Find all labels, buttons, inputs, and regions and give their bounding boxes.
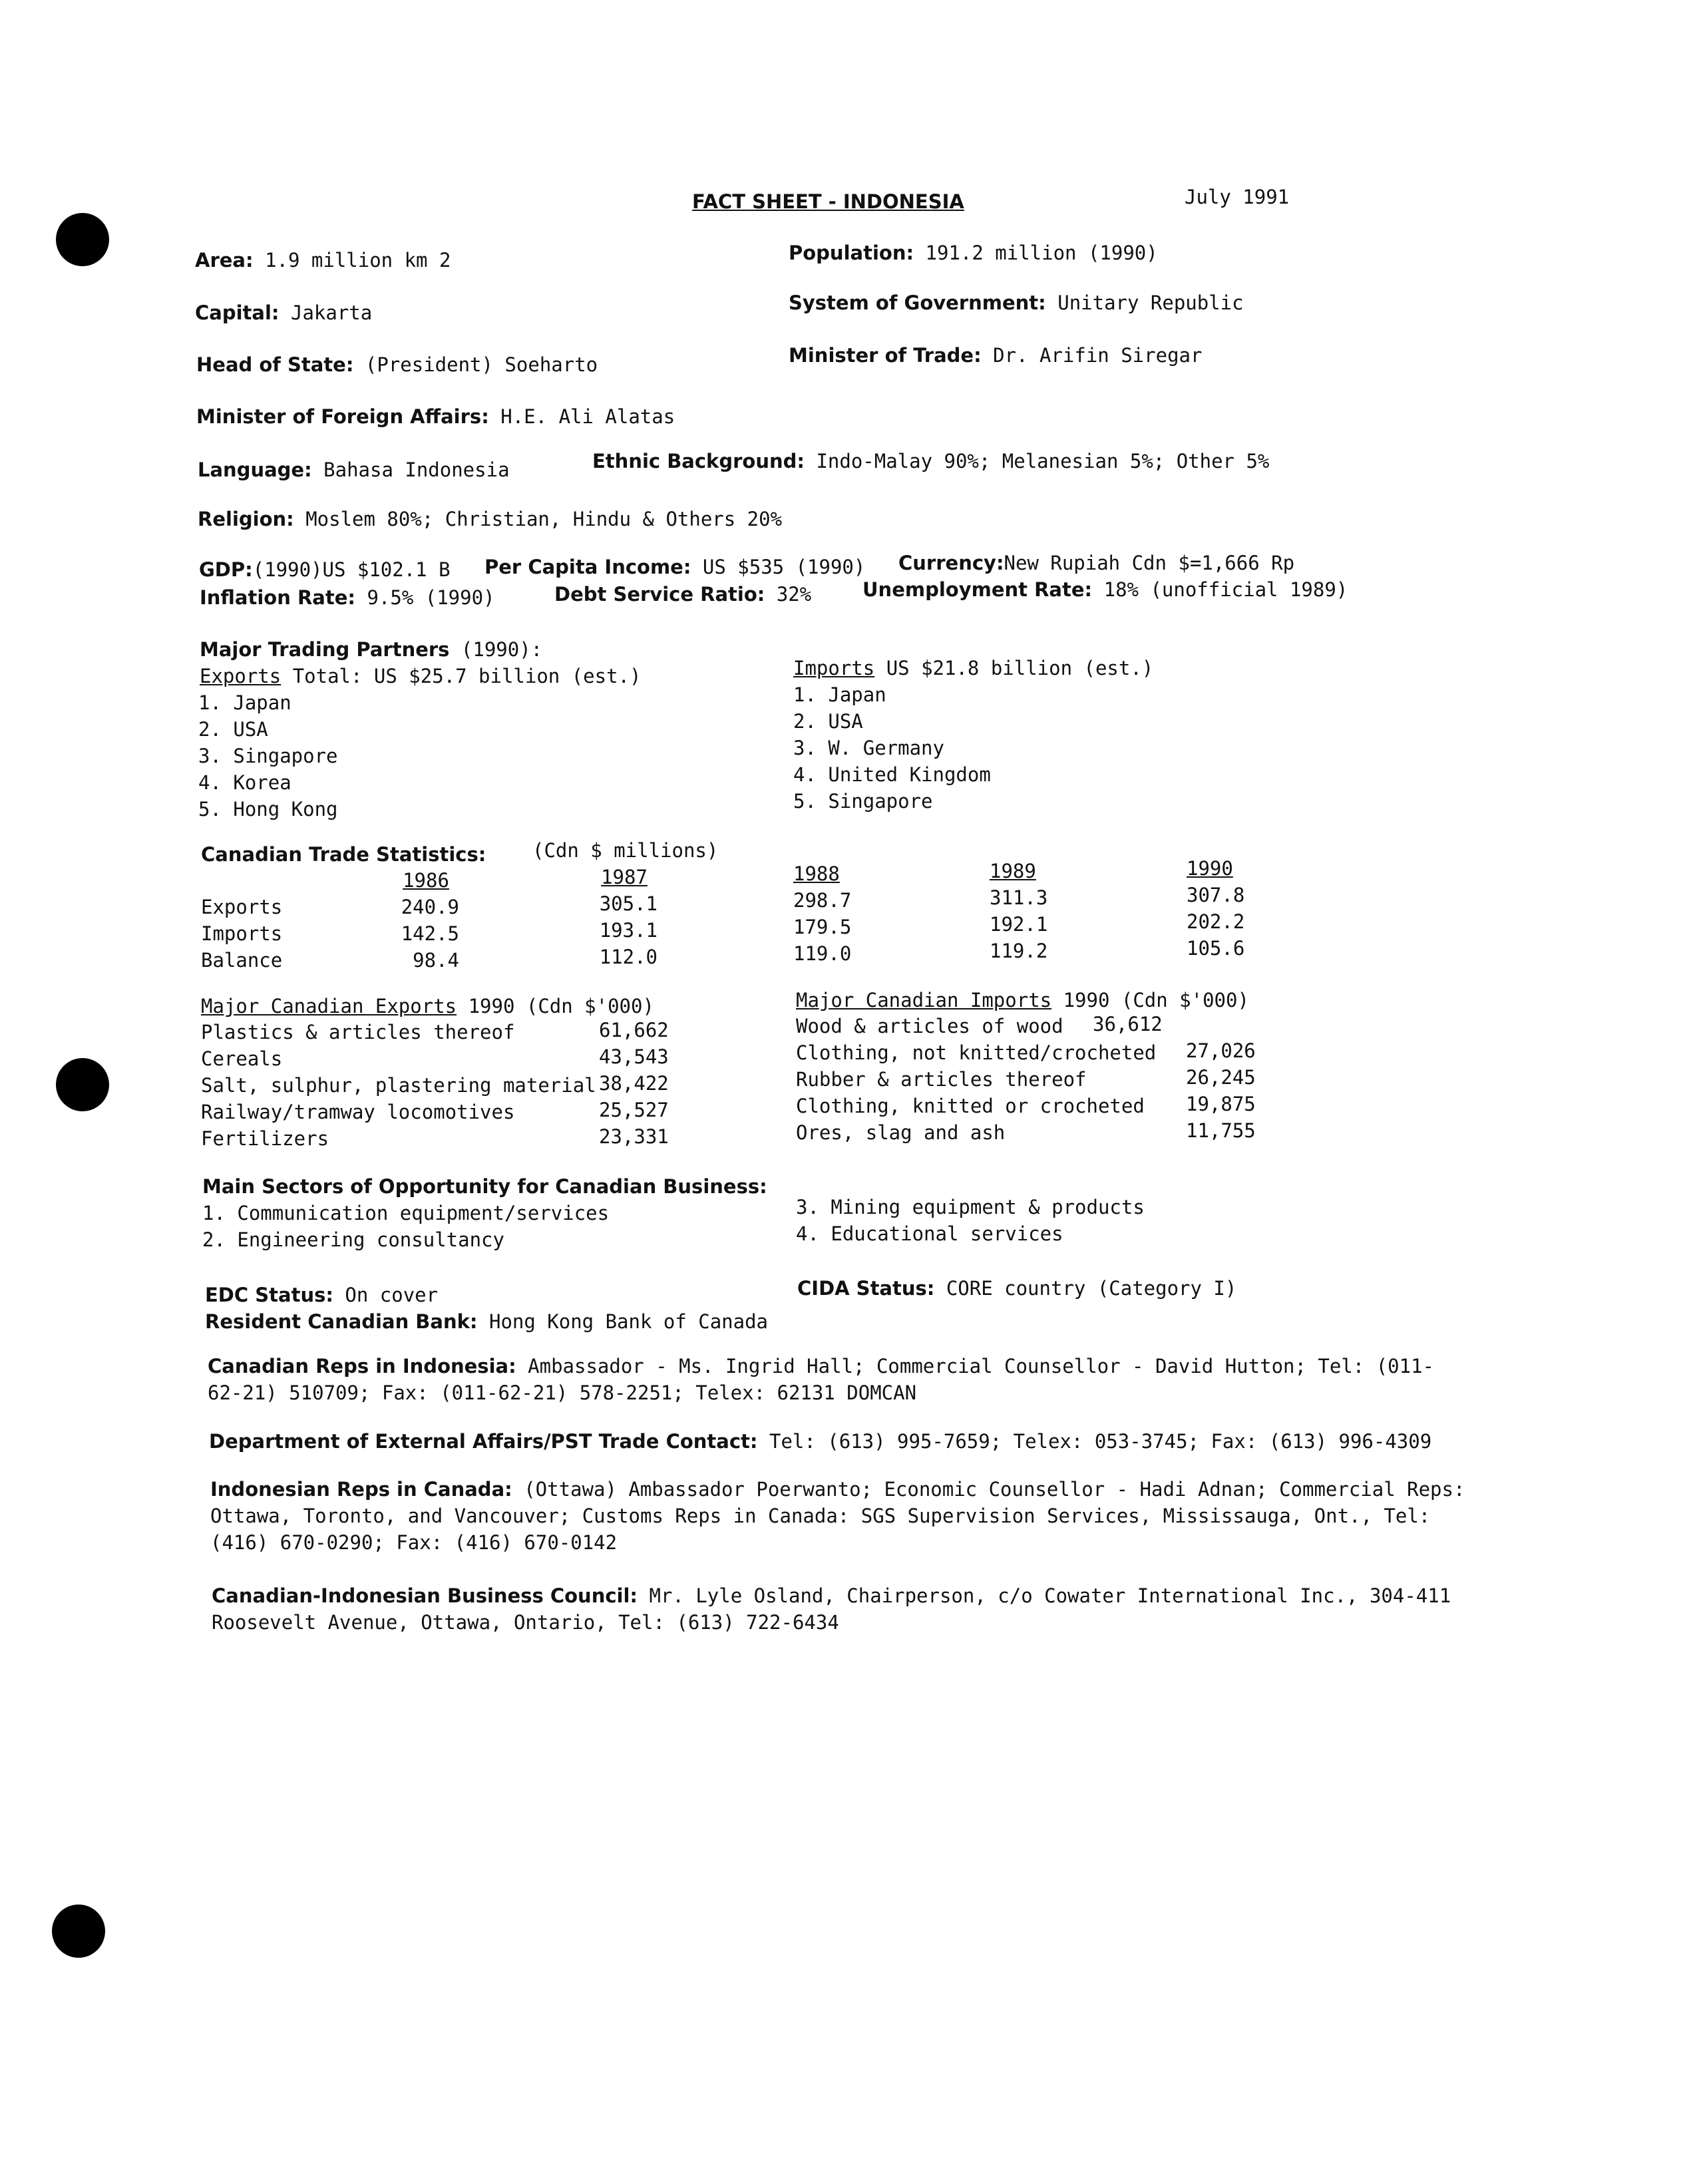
table-cell: 305.1 [599,892,658,915]
trading-partners-year: (1990): [461,638,543,661]
indonesian-reps-canada [210,1477,1465,1501]
imports-total-row [793,656,1153,680]
area-label: Area: [195,249,254,272]
table-cell: 307.8 [1187,884,1245,906]
inflation-label: Inflation Rate: [200,586,355,609]
gdp-value: (1990)US $102.1 B [252,558,451,581]
system-row [789,291,1244,315]
population-label: Population: [789,242,914,264]
cida-status-row [797,1276,1236,1300]
business-council-line-2: Roosevelt Avenue, Ottawa, Ontario, Tel: (613) 722-6434 [212,1611,839,1634]
list-item: 2. USA [198,718,268,741]
list-item: 1. Japan [793,683,886,706]
table-cell: 27,026 [1186,1039,1256,1062]
table-cell: 36,612 [1093,1013,1163,1035]
unemployment-value: 18% (unofficial 1989) [1103,578,1348,601]
gdp-label: GDP: [199,558,253,581]
opportunities-list-right [796,1195,1145,1248]
row-label-imports: Imports [201,922,283,945]
inflation-value: 9.5% (1990) [367,586,495,609]
trade-minister-row [789,343,1202,367]
trading-partners-title: Major Trading Partners [200,638,450,661]
opportunities-heading: Main Sectors of Opportunity for Canadian Business: [202,1175,767,1198]
major-exports-values [599,1018,669,1151]
table-cell: 240.9 [401,896,459,918]
list-item: Clothing, not knitted/crocheted [796,1041,1157,1064]
foreign-minister-row [196,405,675,429]
business-council-label: Canadian-Indonesian Business Council: [212,1584,638,1607]
religion-value: Moslem 80%; Christian, Hindu & Others 20% [305,508,783,530]
resident-bank-label: Resident Canadian Bank: [205,1310,478,1333]
ethnic-label: Ethnic Background: [592,450,805,472]
imports-total: US $21.8 billion (est.) [886,657,1154,679]
table-cell: 43,543 [599,1045,669,1068]
head-of-state-label: Head of State: [196,353,354,376]
per-capita-label: Per Capita Income: [484,556,691,578]
list-item: Clothing, knitted or crocheted [796,1095,1145,1117]
trade-minister-value: Dr. Arifin Siregar [993,344,1203,367]
head-of-state-value: (President) Soeharto [365,353,598,376]
table-cell: 193.1 [599,919,658,942]
canadian-reps-line-1: Ambassador - Ms. Ingrid Hall; Commercial Counsellor - David Hutton; Tel: (011- [528,1355,1434,1377]
major-exports-title: Major Canadian Exports [201,995,457,1017]
major-imports-values [1093,1012,1256,1145]
major-imports-units: 1990 (Cdn $'000) [1063,989,1249,1011]
imports-label: Imports [793,657,875,679]
list-item: 4. Korea [198,771,291,794]
table-cell: 311.3 [990,886,1048,909]
list-item: 3. Singapore [198,745,338,767]
ethnic-row [592,449,1269,473]
debt-row [554,582,811,606]
population-value: 191.2 million (1990) [925,242,1158,264]
currency-value: New Rupiah Cdn $=1,666 Rp [1004,552,1295,574]
exports-partner-list [198,691,338,824]
list-item: 4. United Kingdom [793,763,991,786]
area-value: 1.9 million km 2 [265,249,451,272]
gdp-row [199,558,451,582]
resident-bank-value: Hong Kong Bank of Canada [488,1310,769,1333]
list-item: 2. Engineering consultancy [202,1228,504,1251]
edc-status-label: EDC Status: [205,1284,333,1306]
system-value: Unitary Republic [1057,291,1244,314]
foreign-minister-value: H.E. Ali Alatas [500,405,675,428]
row-label-balance: Balance [201,949,283,972]
list-item: Ores, slag and ash [796,1121,1006,1144]
trade-stats-heading [201,842,486,866]
list-item: 2. USA [793,710,863,733]
exports-total: Total: US $25.7 billion (est.) [292,665,642,687]
trade-minister-label: Minister of Trade: [789,344,982,367]
row-label-exports: Exports [201,896,283,918]
trade-stats-row-labels [201,895,282,975]
list-item: Plastics & articles thereof [201,1021,515,1043]
imports-partner-list [793,683,991,816]
indonesian-reps-line-2: Ottawa, Toronto, and Vancouver; Customs Reps in Canada: SGS Supervision Services, Mississauga, Ont., Tel: [210,1505,1431,1527]
document-date: July 1991 [1185,186,1290,208]
opportunities-list-left [202,1201,609,1254]
list-item: 5. Singapore [793,790,933,813]
table-cell: 119.2 [990,940,1048,962]
unemployment-row [862,578,1348,602]
area-row [195,248,451,272]
canadian-reps-line-2: 62-21) 510709; Fax: (011-62-21) 578-2251; Telex: 62131 DOMCAN [208,1381,917,1404]
trade-stats-units: (Cdn $ millions) [532,839,719,862]
major-exports-names [201,1020,596,1153]
indonesian-reps-line-1: (Ottawa) Ambassador Poerwanto; Economic Counsellor - Hadi Adnan; Commercial Reps: [524,1478,1465,1501]
religion-label: Religion: [198,508,294,530]
debt-value: 32% [776,583,812,606]
trading-partners-heading [200,637,542,661]
cida-status-value: CORE country (Category I) [946,1277,1237,1300]
debt-label: Debt Service Ratio: [554,583,765,606]
trade-stats-col-1989 [990,859,1056,966]
population-row [789,241,1158,265]
list-item: 5. Hong Kong [198,798,338,820]
currency-row [898,551,1294,575]
canadian-reps-label: Canadian Reps in Indonesia: [208,1355,516,1377]
per-capita-row [484,555,865,579]
list-item: Railway/tramway locomotives [201,1101,515,1123]
edc-status-value: On cover [345,1284,439,1306]
list-item: 4. Educational services [796,1222,1063,1245]
canadian-reps-indonesia [208,1354,1434,1378]
major-exports-units: 1990 (Cdn $'000) [468,995,654,1017]
list-item: Cereals [201,1047,283,1070]
binder-hole-top [56,213,109,266]
table-cell: 192.1 [990,913,1048,936]
system-label: System of Government: [789,291,1046,314]
year-header: 1989 [990,860,1036,882]
table-cell: 19,875 [1186,1093,1256,1115]
language-label: Language: [198,458,312,481]
table-cell: 61,662 [599,1019,669,1041]
cida-status-label: CIDA Status: [797,1277,935,1300]
trade-stats-col-1990 [1187,856,1253,963]
capital-value: Jakarta [291,301,373,324]
list-item: 3. Mining equipment & products [796,1196,1145,1218]
year-header: 1988 [793,862,840,885]
capital-label: Capital: [195,301,280,324]
exports-total-row [200,664,641,688]
ethnic-value: Indo-Malay 90%; Melanesian 5%; Other 5% [816,450,1270,472]
language-value: Bahasa Indonesia [323,458,510,481]
table-cell: 179.5 [793,916,852,938]
list-item: 3. W. Germany [793,737,944,759]
page-title: FACT SHEET - INDONESIA [692,190,964,213]
binder-hole-middle [56,1058,109,1111]
business-council-line-1: Mr. Lyle Osland, Chairperson, c/o Cowater International Inc., 304-411 [649,1584,1451,1607]
dept-trade-contact [209,1429,1431,1453]
table-cell: 298.7 [793,889,852,912]
table-cell: 112.0 [599,946,658,968]
resident-bank-row [205,1310,768,1334]
currency-label: Currency: [898,552,1004,574]
major-imports-heading [796,988,1249,1012]
major-imports-title: Major Canadian Imports [796,989,1052,1011]
foreign-minister-label: Minister of Foreign Affairs: [196,405,489,428]
table-cell: 202.2 [1187,910,1245,933]
year-header: 1987 [601,866,648,888]
indonesian-reps-line-3: (416) 670-0290; Fax: (416) 670-0142 [210,1531,618,1554]
dept-trade-value: Tel: (613) 995-7659; Telex: 053-3745; Fax: (613) 996-4309 [769,1430,1432,1453]
trade-stats-col-1986 [393,868,459,975]
major-exports-heading [201,994,654,1018]
per-capita-value: US $535 (1990) [702,556,866,578]
business-council [212,1584,1451,1608]
religion-row [198,507,782,531]
table-cell: 23,331 [599,1125,669,1148]
list-item: Fertilizers [201,1127,329,1150]
exports-label: Exports [200,665,282,687]
table-cell: 105.6 [1187,937,1245,960]
year-header: 1990 [1187,857,1233,880]
indonesian-reps-label: Indonesian Reps in Canada: [210,1478,512,1501]
table-cell: 38,422 [599,1072,669,1095]
list-item: Salt, sulphur, plastering material [201,1074,596,1097]
binder-hole-bottom [52,1905,105,1958]
table-cell: 98.4 [413,949,459,972]
edc-status-row [205,1283,438,1307]
trade-stats-col-1987 [591,865,658,972]
dept-trade-label: Department of External Affairs/PST Trade Contact: [209,1430,758,1453]
list-item: Wood & articles of wood [796,1015,1063,1037]
table-cell: 25,527 [599,1099,669,1121]
inflation-row [200,586,495,610]
table-cell: 26,245 [1186,1066,1256,1089]
table-cell: 119.0 [793,942,852,965]
list-item: 1. Japan [198,691,291,714]
list-item: Rubber & articles thereof [796,1068,1087,1091]
list-item: 1. Communication equipment/services [202,1202,610,1224]
trade-stats-title: Canadian Trade Statistics: [201,843,486,866]
unemployment-label: Unemployment Rate: [862,578,1093,601]
year-header: 1986 [403,869,449,892]
trade-stats-col-1988 [793,862,860,968]
language-row [198,458,510,482]
table-cell: 142.5 [401,922,459,945]
head-of-state-row [196,353,598,377]
capital-row [195,301,372,325]
table-cell: 11,755 [1186,1119,1256,1142]
